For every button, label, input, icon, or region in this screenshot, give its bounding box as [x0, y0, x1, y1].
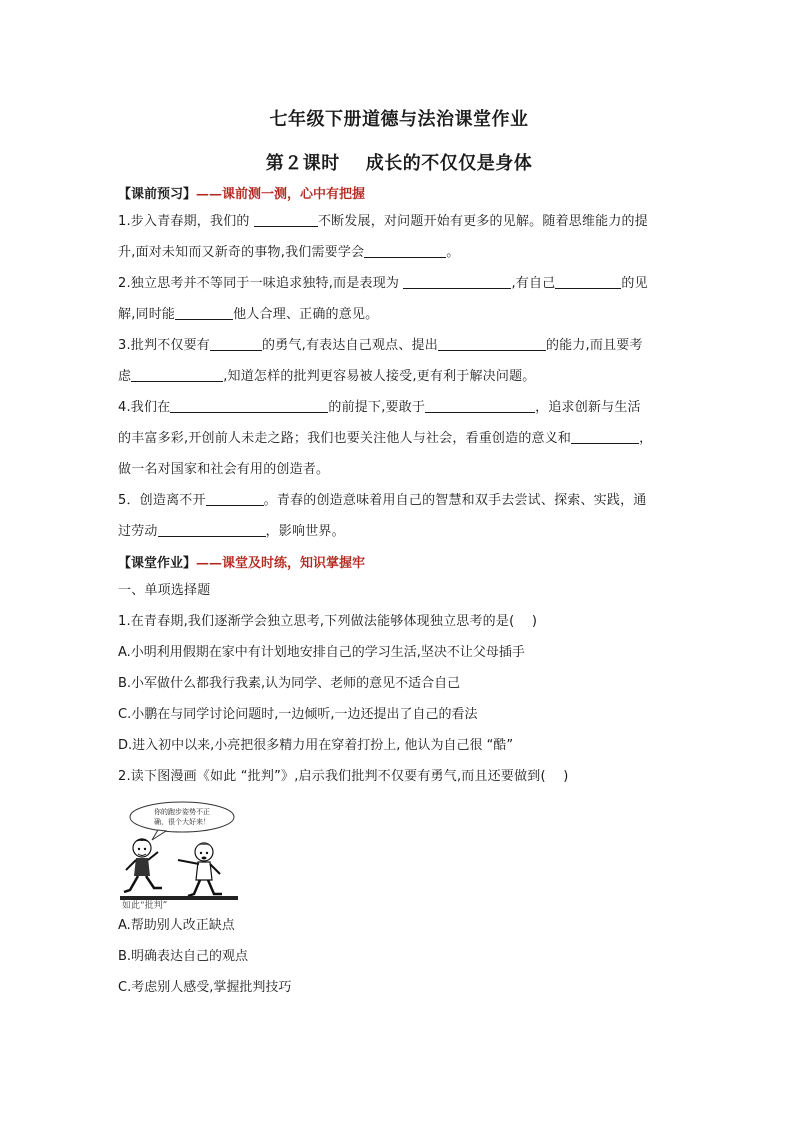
mc-question-1-option-a: A.小明利用假期在家中有计划地安排自己的学习生活,坚决不让父母插手	[118, 645, 525, 660]
cartoon-speech-line-2: 确，很个大好来！	[154, 818, 210, 826]
part-title: 一、单项选择题	[118, 583, 211, 598]
text: 2.独立思考并不等同于一味追求独特,而是表现为	[118, 276, 404, 291]
fill-blank	[364, 243, 446, 258]
homework-section-heading	[118, 553, 680, 575]
text: 的前提下,要敢于	[328, 400, 426, 415]
preview-section-heading	[118, 184, 680, 206]
mc-question-1-stem: 1.在青春期,我们逐渐学会独立思考,下列做法能够体现独立思考的是( )	[118, 614, 538, 629]
lesson-topic: 成长的不仅仅是身体	[365, 153, 533, 174]
text: ,有自己	[511, 276, 556, 291]
worksheet-page	[118, 100, 680, 1003]
lesson-title	[118, 150, 680, 178]
page-title: 七年级下册道德与法治课堂作业	[269, 109, 529, 130]
preview-question-3	[118, 330, 680, 392]
preview-question-2	[118, 268, 680, 330]
fill-blank	[158, 522, 266, 537]
text: 4.我们在	[118, 400, 171, 415]
cartoon-illustration	[118, 800, 240, 910]
text: 做一名对国家和社会有用的创造者。	[118, 462, 330, 477]
mc-question-1-option-d: D.进入初中以来,小亮把很多精力用在穿着打扮上, 他认为自己很 “酷”	[118, 738, 514, 753]
text: ，	[639, 431, 653, 446]
fill-blank	[403, 274, 511, 289]
text: ,知道怎样的批判更容易被人接受,更有利于解决问题。	[223, 369, 536, 384]
homework-tagline: ——课堂及时练，知识掌握牢	[196, 556, 366, 571]
text: 的丰富多彩,开创前人未走之路；我们也要关注他人与社会，看重创造的意义和	[118, 431, 572, 446]
mc-question-2-stem: 2.读下图漫画《如此 “批判”》,启示我们批判不仅要有勇气,而且还要做到( )	[118, 769, 569, 784]
homework-label: 【课堂作业】	[118, 556, 197, 571]
text: 他人合理、正确的意见。	[233, 307, 379, 322]
text: 1.步入青春期，我们的	[118, 214, 254, 229]
text: 过劳动	[118, 524, 158, 539]
preview-label: 【课前预习】	[118, 187, 197, 202]
fill-blank	[175, 305, 233, 320]
lesson-number: 第２课时	[265, 153, 340, 174]
text: 的见	[621, 276, 648, 291]
text: 虑	[118, 369, 132, 384]
preview-tagline: ——课前测一测，心中有把握	[196, 187, 366, 202]
mc-question-2-option-a: A.帮助别人改正缺点	[118, 918, 235, 933]
fill-blank	[206, 491, 264, 506]
preview-question-5	[118, 485, 680, 547]
mc-question-2-option-b: B.明确表达自己的观点	[118, 949, 249, 964]
text: 升,面对未知而又新奇的事物,我们需要学会	[118, 245, 365, 260]
text: 不断发展，对问题开始有更多的见解。随着思维能力的提	[317, 214, 648, 229]
fill-blank	[571, 429, 639, 444]
cartoon-speech-line-1: 你的跑步姿势不正	[154, 808, 210, 816]
preview-question-1	[118, 206, 680, 268]
fill-blank	[425, 398, 535, 413]
fill-blank	[210, 336, 262, 351]
fill-blank	[555, 274, 621, 289]
text: ，追求创新与生活	[535, 400, 641, 415]
mc-question-2-option-c: C.考虑别人感受,掌握批判技巧	[118, 980, 292, 995]
cartoon-caption: 如此“批判”	[122, 901, 168, 910]
fill-blank	[438, 336, 546, 351]
cartoon-drawing	[118, 800, 240, 910]
text: 。	[446, 245, 460, 260]
fill-blank	[254, 212, 318, 227]
text: 解,同时能	[118, 307, 176, 322]
text: 5．创造离不开	[118, 493, 206, 508]
mc-question-1-option-c: C.小鹏在与同学讨论问题时,一边倾听,一边还提出了自己的看法	[118, 707, 478, 722]
text: 的勇气,有表达自己观点、提出	[262, 338, 438, 353]
text: 的能力,而且要考	[545, 338, 643, 353]
mc-question-1-option-b: B.小军做什么都我行我素,认为同学、老师的意见不适合自己	[118, 676, 461, 691]
fill-blank	[170, 398, 328, 413]
text: 3.批判不仅要有	[118, 338, 211, 353]
fill-blank	[131, 367, 223, 382]
text: 。青春的创造意味着用自己的智慧和双手去尝试、探索、实践，通	[263, 493, 647, 508]
preview-question-4	[118, 392, 680, 485]
text: ，影响世界。	[265, 524, 345, 539]
